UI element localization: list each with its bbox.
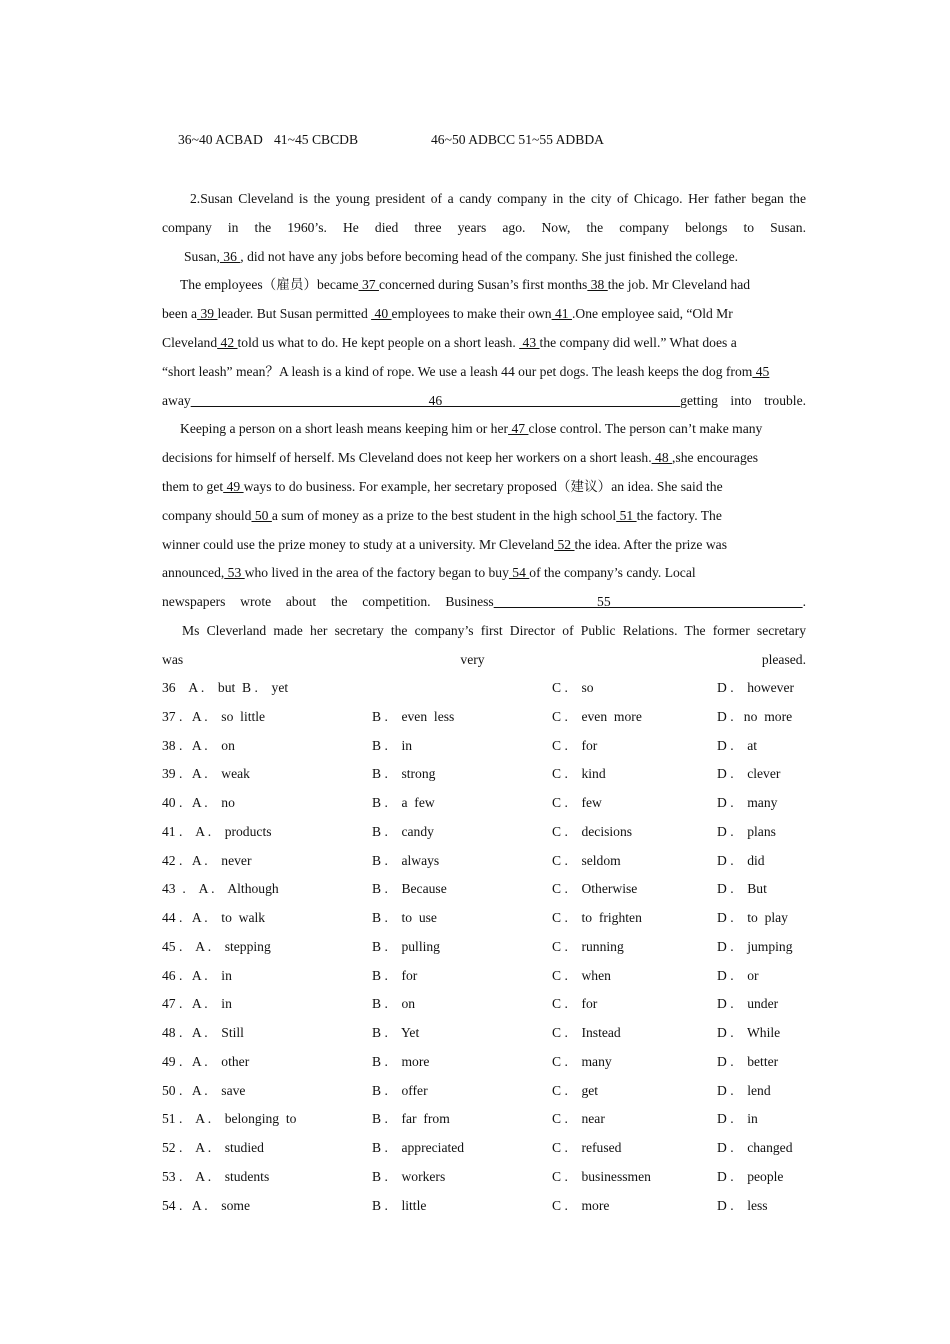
option-a: 52 . A . studied [162, 1140, 264, 1155]
blank-46: 46 [190, 392, 681, 408]
option-c: C . even more [552, 708, 642, 724]
option-b: B . little [372, 1197, 427, 1213]
option-d: D . But [717, 881, 767, 897]
option-c: C . seldom [552, 852, 621, 868]
option-a: 45 . A . stepping [162, 938, 271, 954]
passage-line: 2.Susan Cleveland is the young president of a candy company in the city of Chicago. Her father began the [190, 191, 806, 206]
answer-key [178, 132, 798, 152]
option-d: D . or [717, 967, 759, 983]
passage-line: Keeping a person on a short leash means keeping him or her 47 close control. The person can’t make many [180, 421, 763, 437]
option-a: 39 . A . weak [162, 766, 250, 782]
option-c: C . businessmen [552, 1168, 651, 1184]
blank-47: 47 [508, 421, 529, 437]
passage-line: company should 50 a sum of money as a prize to the best student in the high school 51 the factory. The [162, 507, 722, 523]
blank-40: 40 [371, 306, 392, 322]
question-options-row [162, 1163, 806, 1192]
answer-options [162, 674, 806, 1220]
option-d: D . at [717, 737, 758, 753]
option-b: B . offer [372, 1082, 428, 1098]
option-d: D . did [717, 852, 765, 868]
option-c: C . for [552, 996, 598, 1012]
option-a: 37 . A . so little [162, 708, 266, 724]
option-b: B . to use [372, 910, 437, 925]
passage-line: winner could use the prize money to study at a university. Mr Cleveland 52 the idea. After the prize was [162, 536, 727, 552]
option-a: 50 . A . save [162, 1082, 246, 1098]
option-a: 40 . A . no [162, 795, 235, 810]
option-d: D . many [717, 795, 778, 810]
question-options-row [162, 875, 806, 904]
option-c: C . many [552, 1053, 612, 1069]
blank-38: 38 [587, 277, 608, 293]
question-options-row [162, 1134, 806, 1163]
question-options-row [162, 1105, 806, 1134]
blank-52: 52 [554, 536, 575, 552]
option-a: 38 . A . on [162, 737, 235, 753]
option-d: D . lend [717, 1082, 771, 1098]
option-d: D . plans [717, 823, 776, 839]
question-options-row [162, 962, 806, 991]
passage-line: Ms Cleverland made her secretary the company’s first Director of Public Relations. The former secretary [182, 622, 806, 638]
blank-50: 50 [251, 507, 272, 523]
option-c: C . Instead [552, 1025, 621, 1040]
option-b: B . appreciated [372, 1140, 465, 1155]
blank-45: 45 [752, 363, 770, 379]
option-c: C . few [552, 795, 602, 810]
blank-49: 49 [223, 478, 244, 494]
question-options-row [162, 1077, 806, 1106]
passage-line: was very pleased. [162, 651, 806, 667]
passage-line: Cleveland 42 told us what to do. He kept people on a short leash. 43 the company did well.” What does a [162, 334, 737, 350]
option-c: C . get [552, 1082, 599, 1098]
passage-line: decisions for himself of herself. Ms Cleveland does not keep her workers on a short leash. 48 ,she encourages [162, 450, 759, 466]
option-d: D . to play [717, 910, 788, 925]
blank-55: 55 [493, 594, 803, 610]
option-b: B . Yet [372, 1025, 420, 1040]
question-options-row [162, 847, 806, 876]
question-options-row [162, 990, 806, 1019]
option-d: D . jumping [717, 938, 793, 954]
option-a: 51 . A . belonging to [162, 1111, 297, 1127]
option-d: D . under [717, 996, 779, 1012]
option-b: B . pulling [372, 938, 440, 954]
option-b: B . workers [372, 1168, 446, 1184]
blank-41: 41 [551, 306, 572, 322]
option-d: D . While [717, 1025, 781, 1040]
blank-51: 51 [616, 507, 637, 523]
option-a: 48 . A . Still [162, 1025, 244, 1040]
answer-key-41-45: 41~45 CBCDB [274, 132, 359, 147]
question-options-row [162, 933, 806, 962]
question-options-row [162, 674, 806, 703]
option-b: B . always [372, 852, 440, 868]
option-a: 43 . A . Although [162, 881, 279, 897]
passage-line: announced, 53 who lived in the area of the factory began to buy 54 of the company’s candy. Local [162, 565, 696, 581]
option-a: 41 . A . products [162, 823, 272, 839]
passage-line: away 46 getting into trouble. [162, 392, 806, 408]
option-d: D . less [717, 1197, 768, 1213]
question-options-row [162, 732, 806, 761]
question-options-row [162, 760, 806, 789]
passage-line: Susan, 36 , did not have any jobs before becoming head of the company. She just finished the college. [184, 248, 739, 264]
answer-key-36-40: 36~40 ACBAD [178, 132, 263, 147]
option-b: B . on [372, 996, 416, 1012]
question-options-row [162, 904, 806, 933]
blank-36: 36 [219, 248, 241, 264]
cloze-passage [162, 185, 806, 675]
blank-48: 48 [651, 450, 673, 466]
option-c: C . more [552, 1197, 610, 1213]
blank-39: 39 [197, 306, 218, 322]
option-c: C . Otherwise [552, 881, 638, 897]
question-options-row [162, 703, 806, 732]
question-options-row [162, 1192, 806, 1221]
option-a: 46 . A . in [162, 967, 232, 983]
option-d: D . people [717, 1168, 784, 1184]
option-d: D . better [717, 1053, 779, 1069]
passage-line: been a 39 leader. But Susan permitted 40 employees to make their own 41 .One employee said, “Old Mr [162, 306, 733, 322]
blank-42: 42 [217, 334, 238, 350]
option-a: 47 . A . in [162, 996, 232, 1012]
option-a: 42 . A . never [162, 852, 252, 868]
answer-key-46-55: 46~50 ADBCC 51~55 ADBDA [431, 132, 604, 147]
option-c: C . refused [552, 1140, 622, 1155]
option-c: C . so [552, 680, 594, 695]
option-c: C . running [552, 938, 624, 954]
option-c: C . kind [552, 766, 606, 782]
blank-53: 53 [224, 565, 245, 581]
option-b: B . a few [372, 795, 435, 810]
question-options-row [162, 1019, 806, 1048]
option-c: C . decisions [552, 823, 633, 839]
option-d: D . however [717, 680, 795, 695]
blank-54: 54 [508, 565, 530, 581]
option-b: B . even less [372, 708, 455, 724]
option-b: B . more [372, 1053, 430, 1069]
option-d: D . changed [717, 1140, 793, 1155]
option-c: C . near [552, 1111, 605, 1127]
option-a: 54 . A . some [162, 1197, 250, 1213]
option-b: B . for [372, 967, 418, 983]
question-options-row [162, 1048, 806, 1077]
option-c: C . when [552, 967, 611, 983]
question-options-row [162, 789, 806, 818]
passage-line: The employees（雇员）became 37 concerned during Susan’s first months 38 the job. Mr Cleveland had [180, 277, 751, 293]
option-a: 53 . A . students [162, 1168, 270, 1184]
blank-43: 43 [519, 334, 540, 350]
passage-line: “short leash” mean？A leash is a kind of rope. We use a leash 44 our pet dogs. The leash keeps the dog from 45 [162, 363, 770, 379]
option-a: 36 A . but B . yet [162, 680, 289, 695]
passage-line: newspapers wrote about the competition. Business 55 . [162, 594, 806, 610]
option-b: B . in [372, 737, 413, 753]
option-c: C . to frighten [552, 910, 642, 925]
option-d: D . no more [717, 708, 793, 724]
option-d: D . clever [717, 766, 781, 782]
option-b: B . strong [372, 766, 436, 782]
option-b: B . far from [372, 1111, 450, 1127]
option-a: 49 . A . other [162, 1053, 250, 1069]
option-c: C . for [552, 737, 598, 753]
question-options-row [162, 818, 806, 847]
passage-line: company in the 1960’s. He died three years ago. Now, the company belongs to Susan. [162, 219, 806, 235]
option-d: D . in [717, 1111, 758, 1127]
option-a: 44 . A . to walk [162, 910, 266, 925]
blank-37: 37 [358, 277, 379, 293]
option-b: B . Because [372, 881, 447, 897]
option-b: B . candy [372, 823, 434, 839]
passage-line: them to get 49 ways to do business. For example, her secretary proposed（建议）an idea. She said the [162, 478, 723, 494]
